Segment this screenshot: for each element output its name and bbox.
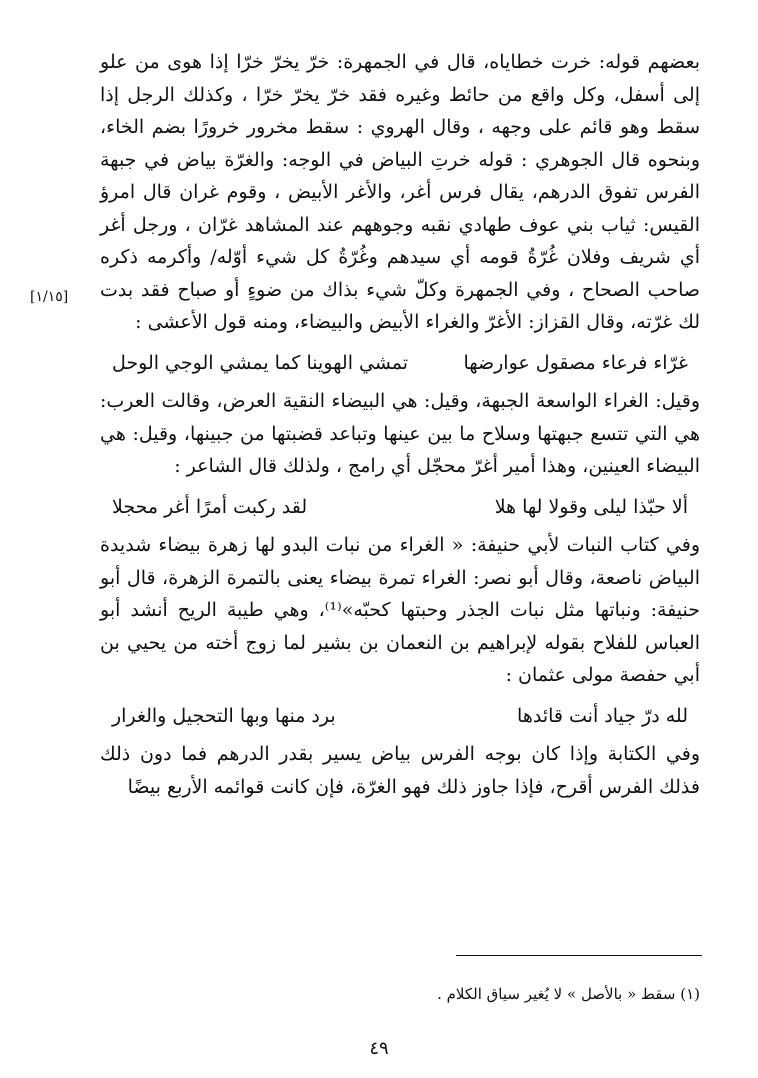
verse-second-hemistich: لقد ركبت أمرًا أغر محجلا [112, 495, 308, 518]
verse-first-hemistich: لله درّ جياد أنت قائدها [517, 704, 688, 727]
paragraph: وقيل: الغراء الواسعة الجبهة، وقيل: هي البيضاء النقية العرض، وقالت العرب: هي التي تتسع جبهتها وسلاح ما بين عينها وتباعد قضبتها من جبينها، وقيل: هي البيضاء العينين، وهذا أمير أغرّ محجّل أي رامج ، ولذلك قال الشاعر : [100, 390, 700, 477]
verse-line [100, 339, 700, 386]
page-number: ٤٩ [369, 1038, 389, 1059]
paragraph: وفي كتاب النبات لأبي حنيفة: « الغراء من نبات البدو لها زهرة بيضاء شديدة البياض ناصعة، وقال أبو نصر: الغراء تمرة بيضاء يعنى بالتمرة الزهرة، قال أبو حنيفة: ونباتها مثل نبات الجذر وحبتها كحبّه»⁽¹⁾، وهي طيبة الريح أنشد أبو العباس للفلاح بقوله لإبراهيم بن النعمان بن بشير لما زوج أخته من يحيي بن أبي حفصة مولى عثمان : [100, 534, 701, 686]
verse-first-hemistich: ألا حبّذا ليلى وقولا لها هلا [494, 495, 688, 518]
verse-line [100, 692, 700, 739]
paragraph: وفي الكتابة وإذا كان بوجه الفرس بياض يسير بقدر الدرهم فما دون ذلك فذلك الفرس أقرح، فإذا جاوز ذلك فهو الغرّة، فإن كانت قوائمه الأربع بيضًا [100, 743, 700, 798]
verse-second-hemistich: برد منها وبها التحجيل والغرار [112, 704, 336, 727]
footnote: (١) سقط « بالأصل » لا يُغير سياق الكلام . [437, 985, 700, 1003]
paragraph: بعضهم قوله: خرت خطاياه، قال في الجمهرة: خرّ يخرّ خرّا إذا هوى من علو إلى أسفل، وكل واقع من حائط وغيره فقد خرّ يخرّ خرّا ، وكذلك الرجل إذا سقط وهو قائم على وجهه ، وقال الهروي : سقط مخرور خرورًا بضم الخاء، وبنحوه قال الجوهري : قوله خرتِ البياض في الوجه: والغرّة بياض في جبهة الفرس تفوق الدرهم، يقال فرس أغر، والأغر الأبيض ، وقوم غران قال امرؤ القيس: ثياب بني عوف طهادي نقبه وجوههم عند المشاهد غرّان ، ورجل أغر أي شريف وفلان غُرّةُ قومه أي سيدهم وغُرّةُ كل شيء أوّله/ وأكرمه ذكره صاحب الصحاح ، وفي الجمهرة وكلّ شيء بذاك من ضوءٍ أو صباح فقد بدت لك غرّته، وقال القزاز: الأغرّ والغراء الأبيض والبيضاء، ومنه قول الأعشى : [100, 51, 700, 333]
body-text [100, 46, 700, 803]
margin-folio-reference: [١/١٥] [30, 289, 69, 305]
verse-line [100, 483, 700, 530]
verse-second-hemistich: تمشي الهوينا كما يمشي الوجي الوحل [112, 351, 409, 374]
footnote-divider [456, 955, 702, 956]
verse-first-hemistich: غرّاء فرعاء مصقول عوارضها [463, 351, 688, 374]
